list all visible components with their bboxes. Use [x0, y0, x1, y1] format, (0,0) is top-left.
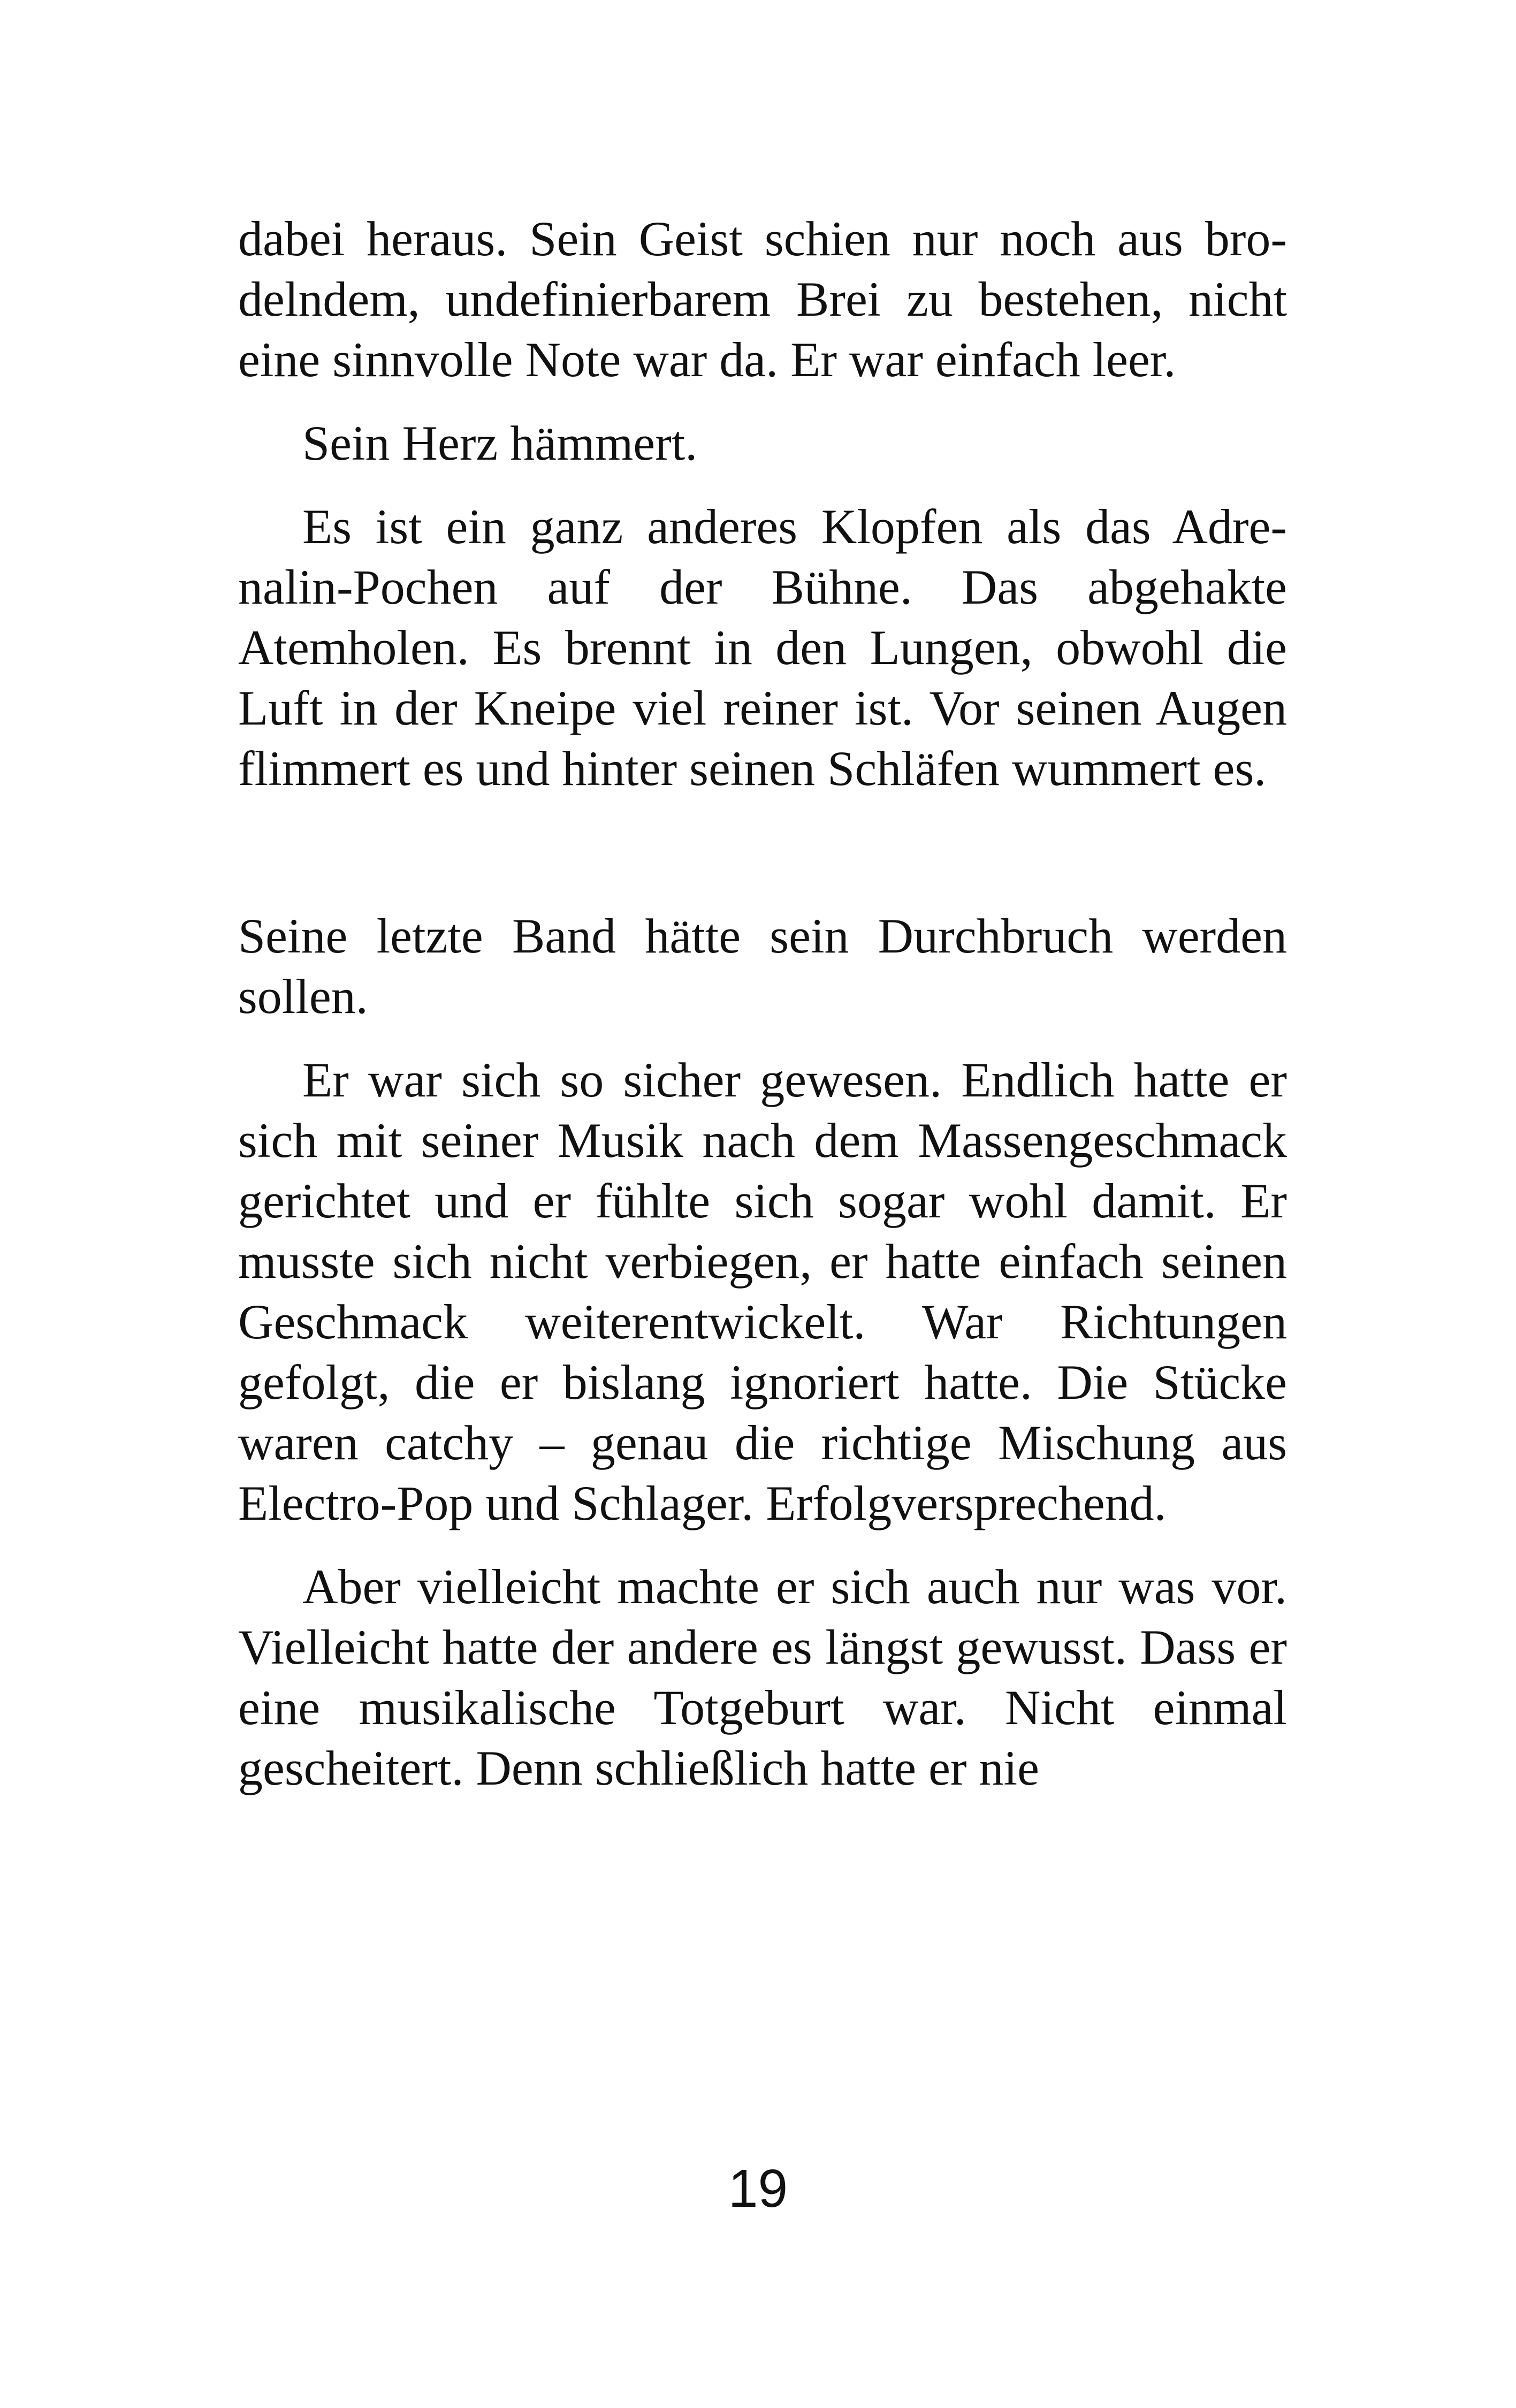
paragraph-4: Seine letzte Band hätte sein Durchbruch werden sollen.: [238, 909, 1287, 1024]
paragraph-5: Er war sich so sicher gewesen. Endlich hatte er sich mit seiner Musik nach dem Massengeschmack gerichtet und er fühlte sich sogar wohl damit. Er musste sich nicht verbiegen, er hatte einfach seinen Geschmack weiterentwickelt. War Richtungen gefolgt, die er bislang ignoriert hatte. Die Stücke waren catchy – genau die richtige Mischung aus Electro-Pop und Schlager. Erfolgversprechend.: [238, 1053, 1287, 1530]
paragraph-1: dabei heraus. Sein Geist schien nur noch aus brodelndem, undefinierbarem Brei zu bestehen, nicht eine sinnvolle Note war da. Er war einfach leer.: [238, 211, 1287, 387]
paragraph-3: Es ist ein ganz anderes Klopfen als das Adrenalin-Pochen auf der Bühne. Das abgehakte Atemholen. Es brennt in den Lungen, obwohl die Luft in der Kneipe viel reiner ist. Vor seinen Augen flimmert es und hinter seinen Schläfen wummert es.: [238, 499, 1287, 796]
paragraph-2: Sein Herz hämmert.: [302, 416, 698, 470]
body-text: [238, 209, 1287, 1799]
paragraph-6: Aber vielleicht machte er sich auch nur was vor. Vielleicht hatte der andere es längst gewusst. Dass er eine musikalische Totgeburt war. Nicht einmal gescheitert. Denn schließlich hatte er nie: [238, 1559, 1287, 1795]
page-number: 19: [728, 2159, 788, 2219]
